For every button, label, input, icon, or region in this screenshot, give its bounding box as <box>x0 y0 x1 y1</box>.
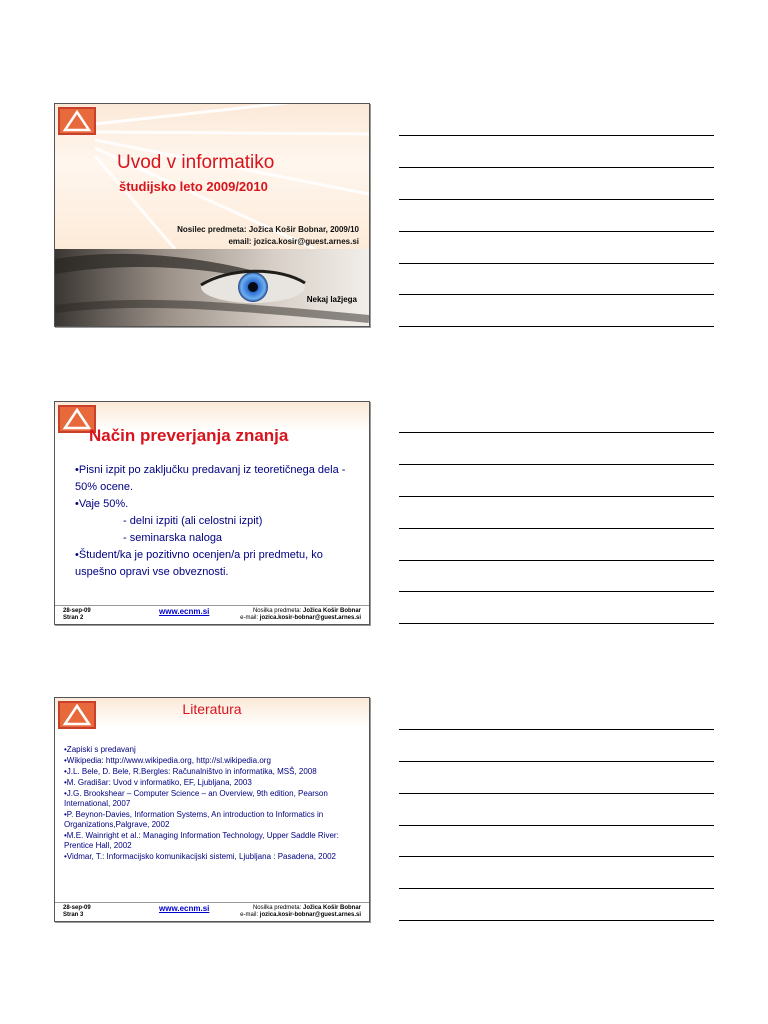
slide-footer <box>55 902 369 921</box>
note-line <box>399 464 714 465</box>
footer-email-label: e-mail: <box>240 615 260 621</box>
bullet-item: •Vidmar, T.: Informacijsko komunikacijski sistemi, Ljubljana : Pasadena, 2002 <box>64 852 336 861</box>
note-line <box>399 591 714 592</box>
note-line <box>399 263 714 264</box>
slide-1 <box>54 103 370 327</box>
lecturer-line: Nosilec predmeta: Jožica Košir Bobnar, 2009/10 <box>177 225 359 234</box>
footer-page: Stran 3 <box>63 912 84 918</box>
sub-bullet-item: - delni izpiti (ali celostni izpit) <box>123 515 263 527</box>
footer-date-page <box>63 608 91 622</box>
footer-website-link[interactable]: www.ecnm.si <box>159 904 210 913</box>
footer-email: jozica.kosir-bobnar@guest.arnes.si <box>259 912 361 918</box>
note-line <box>399 199 714 200</box>
footer-page: Stran 2 <box>63 615 84 621</box>
slide-1-caption: Nekaj lažjega <box>306 295 357 304</box>
sub-bullet-item: - seminarska naloga <box>123 532 223 544</box>
note-line <box>399 231 714 232</box>
bullet-item: •J.G. Brookshear – Computer Science – an Overview, 9th edition, Pearson International, 2007 <box>64 789 328 808</box>
slide-1-title: Uvod v informatiko <box>117 152 275 173</box>
bullet-item: •Vaje 50%. <box>75 498 129 510</box>
slide-2-title: Način preverjanja znanja <box>89 426 289 445</box>
note-line <box>399 326 714 327</box>
footer-lecturer-label: Nosilka predmeta: <box>252 608 303 614</box>
slide-2 <box>54 401 370 625</box>
slide-3-title: Literatura <box>182 701 242 717</box>
bullet-item: •J.L. Bele, D. Bele, R.Bergles: Računalništvo in informatika, MSŠ, 2008 <box>64 767 317 776</box>
note-line <box>399 167 714 168</box>
footer-website-link[interactable]: www.ecnm.si <box>159 607 210 616</box>
bullet-item: •Wikipedia: http://www.wikipedia.org, http://sl.wikipedia.org <box>64 756 271 765</box>
slide-1-subtitle: študijsko leto 2009/2010 <box>119 179 268 194</box>
slide-footer <box>55 605 369 624</box>
bullet-item: •Zapiski s predavanj <box>64 745 136 754</box>
footer-lecturer-name: Jožica Košir Bobnar <box>302 905 361 911</box>
slide-2-body <box>75 462 365 581</box>
footer-date-page <box>63 905 91 919</box>
note-line <box>399 496 714 497</box>
email-line: email: jozica.kosir@guest.arnes.si <box>228 237 359 246</box>
note-line <box>399 793 714 794</box>
footer-lecturer-info <box>240 905 361 919</box>
bullet-item: •M.E. Wainright et al.: Managing Information Technology, Upper Saddle River: Prentice Hall, 2002 <box>64 831 339 850</box>
note-line <box>399 294 714 295</box>
bullet-item: •P. Beynon-Davies, Information Systems, An introduction to Informatics in Organizations,Palgrave, 2002 <box>64 810 324 829</box>
footer-date: 28-sep-09 <box>63 608 91 614</box>
footer-date: 28-sep-09 <box>63 905 91 911</box>
note-line <box>399 920 714 921</box>
note-line <box>399 761 714 762</box>
footer-lecturer-label: Nosilka predmeta: <box>252 905 303 911</box>
note-line <box>399 135 714 136</box>
slide-3 <box>54 697 370 922</box>
note-line <box>399 623 714 624</box>
footer-lecturer-info <box>240 608 361 622</box>
note-line <box>399 432 714 433</box>
footer-email-label: e-mail: <box>240 912 260 918</box>
bullet-item: •Študent/ka je pozitivno ocenjen/a pri predmetu, ko uspešno opravi vse obveznosti. <box>75 549 323 578</box>
eye-photo <box>55 249 369 326</box>
note-line <box>399 560 714 561</box>
bullet-item: •M. Gradišar: Uvod v informatiko, EF, Ljubljana, 2003 <box>64 778 252 787</box>
bullet-item: •Pisni izpit po zaključku predavanj iz teoretičnega dela - 50% ocene. <box>75 464 346 493</box>
note-line <box>399 528 714 529</box>
note-line <box>399 825 714 826</box>
note-line <box>399 856 714 857</box>
note-line <box>399 888 714 889</box>
footer-lecturer-name: Jožica Košir Bobnar <box>302 608 361 614</box>
slide-3-body <box>64 745 360 863</box>
note-line <box>399 729 714 730</box>
triangle-logo-icon <box>58 107 96 135</box>
footer-email: jozica.kosir-bobnar@guest.arnes.si <box>259 615 361 621</box>
slide-1-lecturer-info <box>177 224 359 248</box>
